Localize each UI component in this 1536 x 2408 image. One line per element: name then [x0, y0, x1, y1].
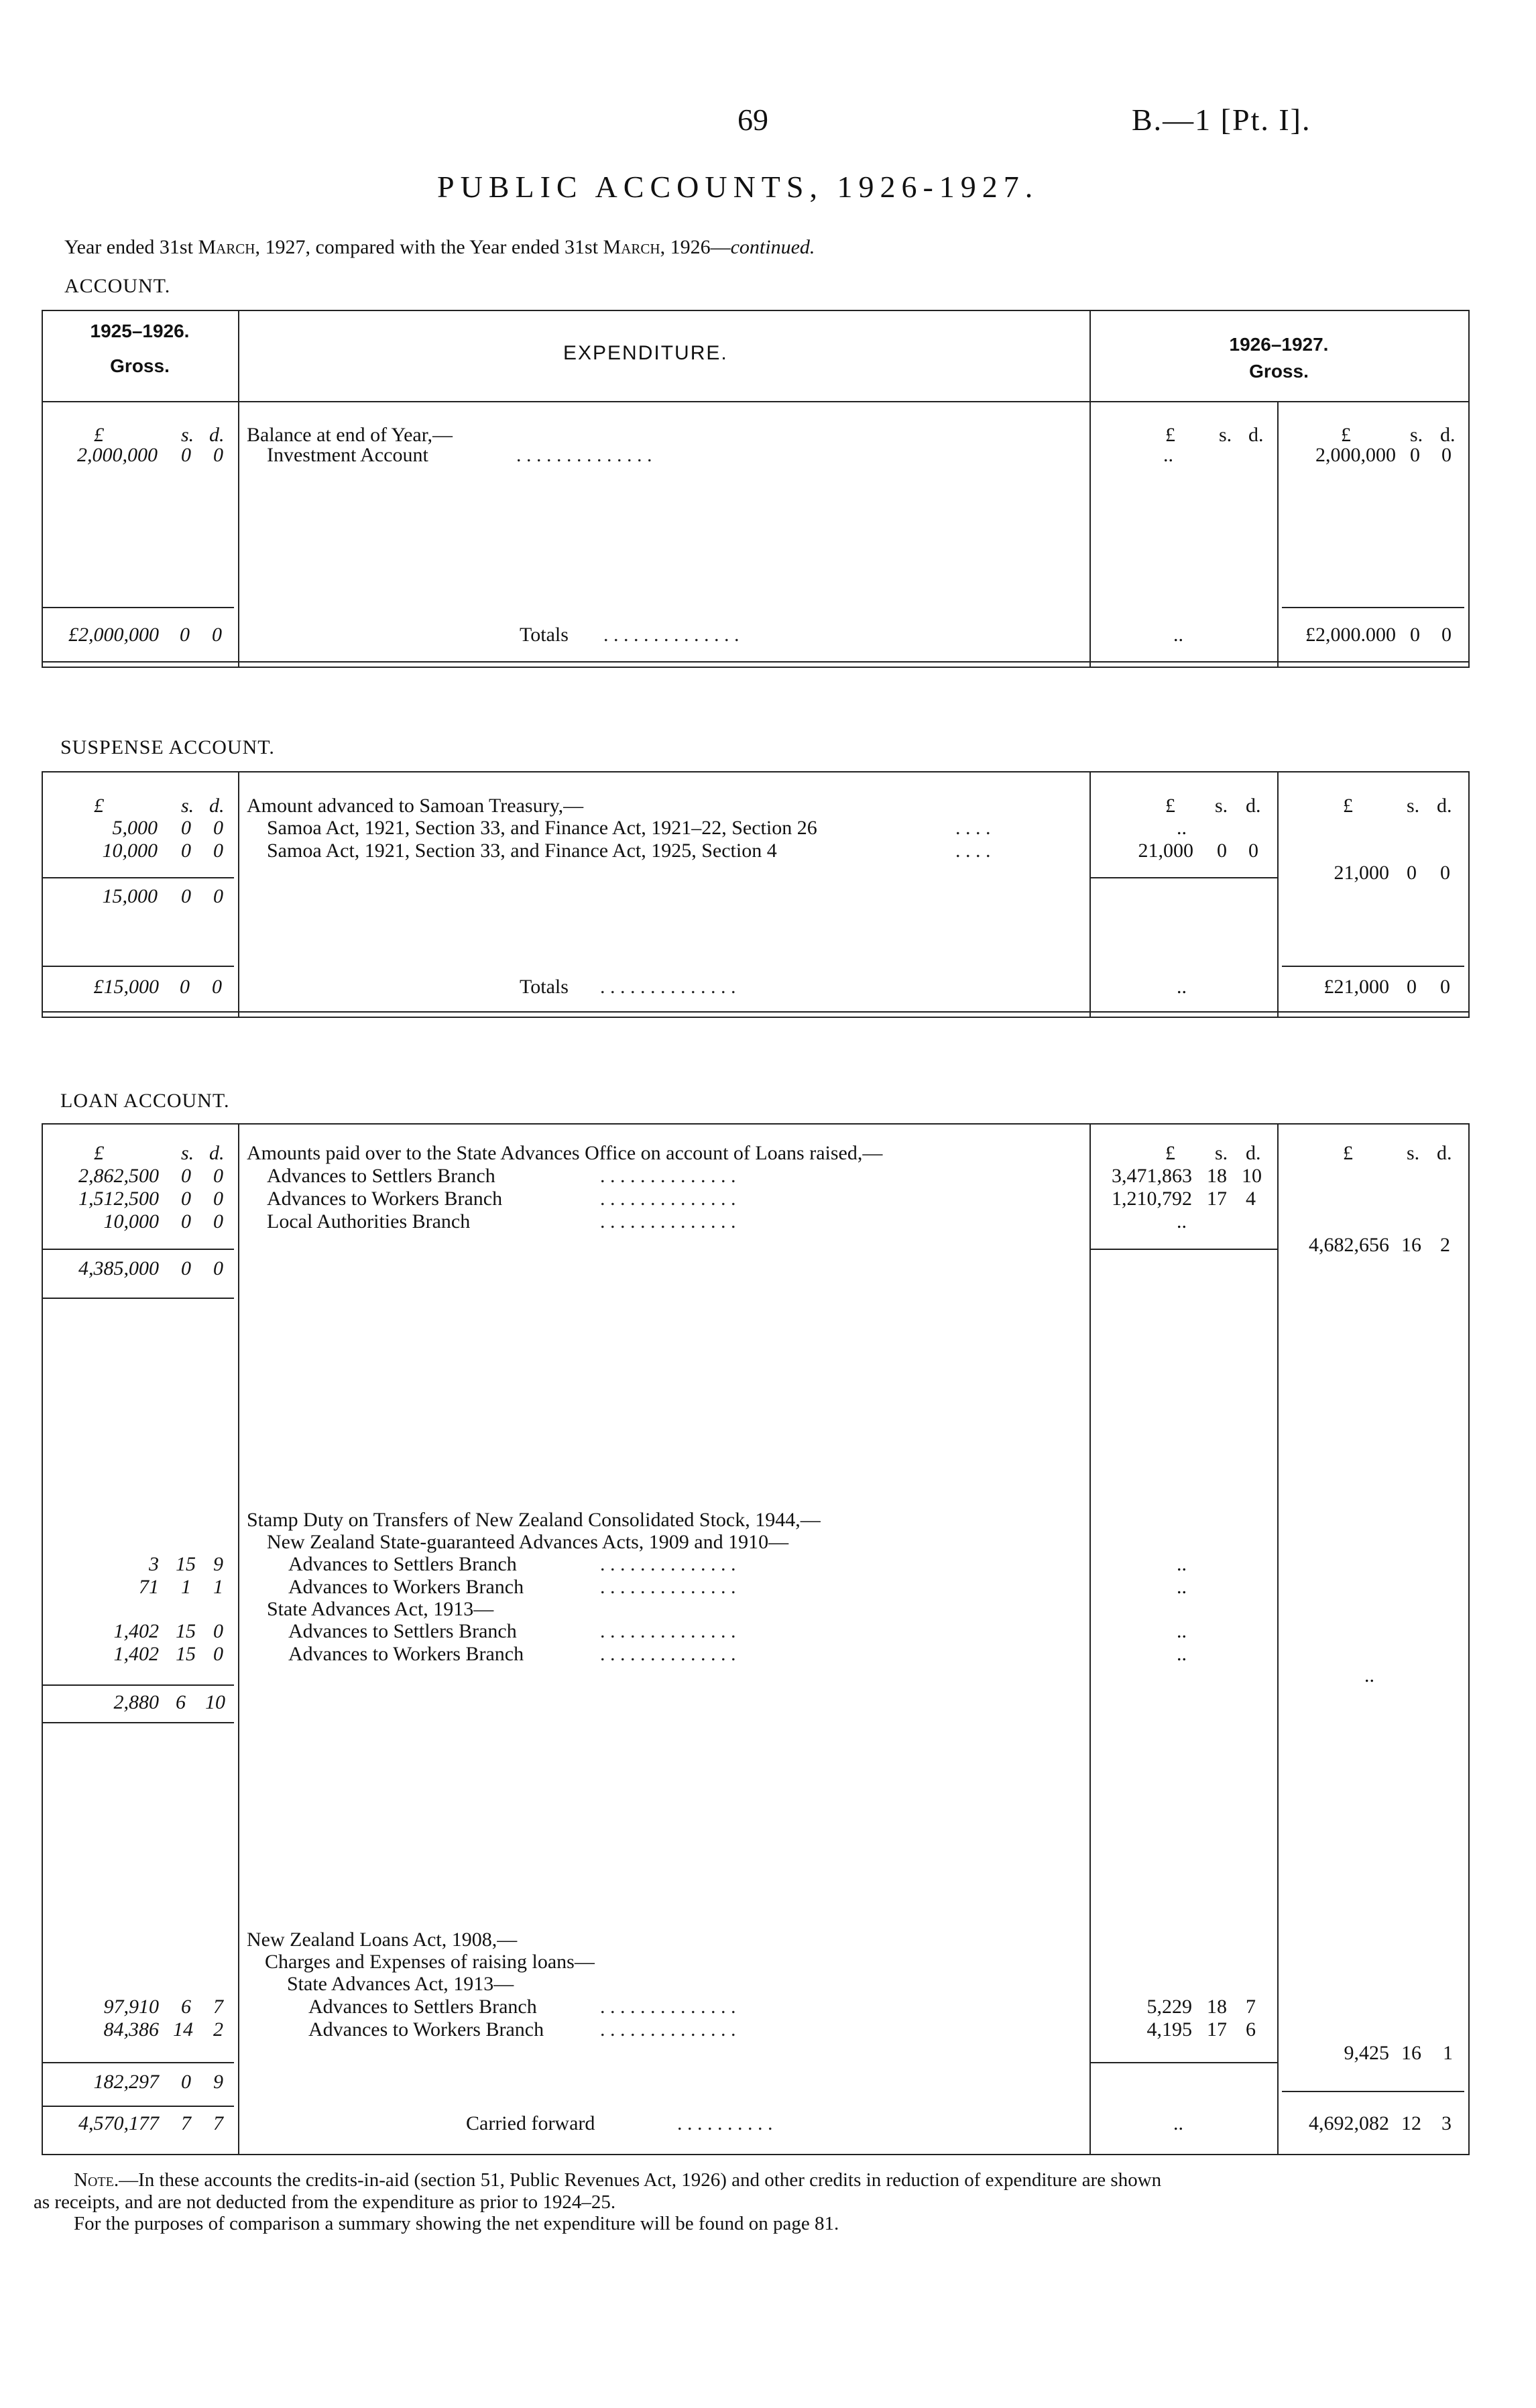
leader-dots: . . . . . . . . . . . . . .: [600, 1553, 736, 1575]
leader-dots: . . . . . . . . . . . . . .: [600, 1165, 736, 1187]
loan-heading2b: State Advances Act, 1913—: [267, 1598, 494, 1620]
row-detail: ..: [1177, 1643, 1187, 1665]
suspense-row2-prev: 10,000: [102, 840, 158, 862]
totals-prev: £2,000,000: [68, 624, 159, 646]
row-label: Advances to Workers Branch: [267, 1188, 503, 1210]
col-curr-gross: Gross.: [1249, 361, 1309, 382]
row-prev-s: 0: [181, 1210, 191, 1232]
investment-prev: 2,000,000: [77, 444, 158, 466]
unit-s: s.: [1215, 795, 1228, 817]
unit-d: d.: [1440, 424, 1456, 446]
leader-dots: . . . . . . . . . .: [677, 2112, 773, 2134]
suspense-row1-label: Samoa Act, 1921, Section 33, and Finance Act, 1921–22, Section 26: [267, 817, 817, 839]
loan-sub3-curr-s: 16: [1401, 2042, 1421, 2064]
suspense-row1-prev-s: 0: [181, 817, 191, 839]
leader-dots: . . . . . . . . . . . . . .: [600, 1643, 736, 1665]
suspense-gross-curr-d: 0: [1440, 862, 1450, 884]
loan-sub1-curr-d: 2: [1440, 1234, 1450, 1256]
row-detail: 1,210,792: [1112, 1188, 1192, 1210]
row-prev-d: 0: [213, 1210, 223, 1232]
carried-forward-label: Carried forward: [466, 2112, 595, 2134]
loan-heading3: New Zealand Loans Act, 1908,—: [247, 1929, 518, 1951]
unit-d: d.: [209, 424, 225, 446]
row-detail-s: 17: [1207, 1188, 1227, 1210]
row-prev-s: 15: [176, 1553, 196, 1575]
unit-pound: £: [94, 795, 104, 817]
suspense-row1-prev: 5,000: [112, 817, 158, 839]
row-prev-d: 0: [213, 1620, 223, 1642]
row-prev-d: 0: [213, 1165, 223, 1187]
row-prev-d: 1: [213, 1576, 223, 1598]
suspense-row2-prev-d: 0: [213, 840, 223, 862]
investment-label: Investment Account: [267, 444, 428, 466]
suspense-totals-prev-d: 0: [212, 976, 222, 998]
row-prev-s: 14: [173, 2018, 193, 2041]
suspense-title: SUSPENSE ACCOUNT.: [60, 736, 275, 758]
unit-d: d.: [1248, 424, 1264, 446]
unit-d: d.: [209, 795, 225, 817]
investment-prev-s: 0: [181, 444, 191, 466]
investment-curr: 2,000,000: [1315, 444, 1396, 466]
unit-s: s.: [1407, 795, 1420, 817]
loan-heading3b: State Advances Act, 1913—: [287, 1973, 514, 1995]
suspense-heading: Amount advanced to Samoan Treasury,—: [247, 795, 584, 817]
investment-curr-s: 0: [1410, 444, 1420, 466]
row-prev-s: 0: [181, 1165, 191, 1187]
row-prev-d: 0: [213, 1188, 223, 1210]
suspense-totals-prev-s: 0: [180, 976, 190, 998]
unit-s: s.: [181, 1142, 194, 1164]
loan-sub1-prev-d: 0: [213, 1257, 223, 1279]
leader-dots: . . . . . . . . . . . . . .: [600, 976, 736, 998]
leader-dots: . . . . . . . . . . . . . .: [600, 1620, 736, 1642]
totals-curr-s: 0: [1410, 624, 1420, 646]
investment-prev-d: 0: [213, 444, 223, 466]
unit-d: d.: [1246, 1142, 1261, 1164]
unit-pound: £: [1343, 1142, 1353, 1164]
unit-pound: £: [1165, 795, 1175, 817]
unit-pound: £: [94, 1142, 104, 1164]
totals-curr-d: 0: [1441, 624, 1452, 646]
carried-prev-d: 7: [213, 2112, 223, 2134]
row-prev-s: 1: [181, 1576, 191, 1598]
loan-sub1-prev: 4,385,000: [78, 1257, 159, 1279]
row-prev-d: 0: [213, 1643, 223, 1665]
suspense-row1-prev-d: 0: [213, 817, 223, 839]
row-prev-s: 15: [176, 1643, 196, 1665]
leader-dots: . . . .: [955, 840, 991, 862]
row-prev-d: 2: [213, 2018, 223, 2041]
totals-prev-d: 0: [212, 624, 222, 646]
row-detail-s: 17: [1207, 2018, 1227, 2041]
row-label: Advances to Settlers Branch: [288, 1620, 517, 1642]
loan-sub3-prev-d: 9: [213, 2071, 223, 2093]
row-prev: 71: [139, 1576, 159, 1598]
row-label: Local Authorities Branch: [267, 1210, 471, 1232]
loan-sub2-prev-d: 10: [205, 1691, 225, 1713]
row-detail: ..: [1177, 1620, 1187, 1642]
unit-s: s.: [1407, 1142, 1420, 1164]
investment-curr-d: 0: [1441, 444, 1452, 466]
row-detail-s: 18: [1207, 1996, 1227, 2018]
suspense-row2-detail-d: 0: [1248, 840, 1258, 862]
leader-dots: . . . .: [955, 817, 991, 839]
loan-sub3-prev: 182,297: [93, 2071, 159, 2093]
unit-s: s.: [181, 795, 194, 817]
leader-dots: . . . . . . . . . . . . . .: [516, 444, 652, 466]
suspense-row2-detail: 21,000: [1138, 840, 1193, 862]
leader-dots: . . . . . . . . . . . . . .: [600, 1188, 736, 1210]
loan-sub1-curr-s: 16: [1401, 1234, 1421, 1256]
loan-sub2-curr: ..: [1364, 1664, 1374, 1686]
row-prev: 2,862,500: [78, 1165, 159, 1187]
row-detail-d: 7: [1246, 1996, 1256, 2018]
account-title: ACCOUNT.: [64, 275, 171, 297]
row-prev-s: 15: [176, 1620, 196, 1642]
unit-d: d.: [1246, 795, 1261, 817]
suspense-totals-detail: ..: [1177, 976, 1187, 998]
carried-curr-s: 12: [1401, 2112, 1421, 2134]
loan-sub1-prev-s: 0: [181, 1257, 191, 1279]
note-line-2: as receipts, and are not deducted from the expenditure as prior to 1924–25.: [34, 2191, 616, 2213]
row-prev: 10,000: [103, 1210, 159, 1232]
document-reference: B.—1 [Pt. I].: [1132, 103, 1311, 137]
suspense-row1-detail: ..: [1177, 817, 1187, 839]
col-expenditure: EXPENDITURE.: [563, 342, 728, 364]
unit-s: s.: [181, 424, 194, 446]
loan-heading3a: Charges and Expenses of raising loans—: [265, 1951, 595, 1973]
loan-heading2: Stamp Duty on Transfers of New Zealand Consolidated Stock, 1944,—: [247, 1509, 821, 1531]
row-detail: 4,195: [1146, 2018, 1192, 2041]
balance-heading: Balance at end of Year,—: [247, 424, 453, 446]
suspense-subtotal-prev: 15,000: [102, 885, 158, 907]
row-detail: ..: [1177, 1210, 1187, 1232]
row-detail-s: 18: [1207, 1165, 1227, 1187]
row-detail-d: 10: [1242, 1165, 1262, 1187]
row-label: Advances to Settlers Branch: [288, 1553, 517, 1575]
suspense-totals-curr-s: 0: [1407, 976, 1417, 998]
row-label: Advances to Workers Branch: [308, 2018, 544, 2041]
row-prev: 1,512,500: [78, 1188, 159, 1210]
leader-dots: . . . . . . . . . . . . . .: [603, 624, 740, 646]
loan-sub3-curr-d: 1: [1443, 2042, 1453, 2064]
row-prev: 1,402: [113, 1643, 159, 1665]
unit-s: s.: [1215, 1142, 1228, 1164]
note-line-1: Note.—In these accounts the credits-in-aid (section 51, Public Revenues Act, 1926) and other credits in reduction of expenditure are shown: [74, 2169, 1162, 2191]
loan-heading2a: New Zealand State-guaranteed Advances Acts, 1909 and 1910—: [267, 1531, 789, 1553]
leader-dots: . . . . . . . . . . . . . .: [600, 2018, 736, 2041]
col-curr-year: 1926–1927.: [1229, 334, 1329, 355]
col-prev-gross: Gross.: [110, 355, 170, 376]
totals-label: Totals: [520, 624, 569, 646]
row-label: Advances to Settlers Branch: [308, 1996, 537, 2018]
totals-prev-s: 0: [180, 624, 190, 646]
unit-pound: £: [1165, 1142, 1175, 1164]
suspense-totals-curr-d: 0: [1440, 976, 1450, 998]
carried-prev-s: 7: [181, 2112, 191, 2134]
suspense-totals-prev: £15,000: [93, 976, 159, 998]
row-prev: 1,402: [113, 1620, 159, 1642]
totals-detail: ..: [1173, 624, 1183, 646]
investment-detail: ..: [1163, 444, 1173, 466]
loan-title: LOAN ACCOUNT.: [60, 1090, 230, 1112]
loan-sub2-prev-s: 6: [176, 1691, 186, 1713]
row-label: Advances to Workers Branch: [288, 1643, 524, 1665]
row-prev: 97,910: [103, 1996, 159, 2018]
loan-sub1-curr: 4,682,656: [1309, 1234, 1389, 1256]
row-detail: ..: [1177, 1553, 1187, 1575]
totals-label: Totals: [520, 976, 569, 998]
unit-s: s.: [1219, 424, 1232, 446]
row-prev: 84,386: [103, 2018, 159, 2041]
unit-pound: £: [1343, 795, 1353, 817]
suspense-gross-curr: 21,000: [1334, 862, 1389, 884]
row-label: Advances to Workers Branch: [288, 1576, 524, 1598]
carried-curr-d: 3: [1441, 2112, 1452, 2134]
loan-sub2-prev: 2,880: [113, 1691, 159, 1713]
row-prev-s: 0: [181, 1188, 191, 1210]
totals-curr: £2,000.000: [1305, 624, 1396, 646]
unit-d: d.: [209, 1142, 225, 1164]
carried-detail: ..: [1173, 2112, 1183, 2134]
unit-pound: £: [1165, 424, 1175, 446]
row-label: Advances to Settlers Branch: [267, 1165, 495, 1187]
row-detail: 5,229: [1146, 1996, 1192, 2018]
row-prev-s: 6: [181, 1996, 191, 2018]
row-detail: ..: [1177, 1576, 1187, 1598]
suspense-subtotal-prev-s: 0: [181, 885, 191, 907]
leader-dots: . . . . . . . . . . . . . .: [600, 1576, 736, 1598]
unit-pound: £: [94, 424, 104, 446]
unit-pound: £: [1341, 424, 1351, 446]
row-detail: 3,471,863: [1112, 1165, 1192, 1187]
page-subtitle: Year ended 31st March, 1927, compared with the Year ended 31st March, 1926—continued.: [64, 236, 815, 258]
suspense-row2-prev-s: 0: [181, 840, 191, 862]
unit-d: d.: [1437, 1142, 1452, 1164]
loan-sub3-curr: 9,425: [1344, 2042, 1389, 2064]
row-detail-d: 6: [1246, 2018, 1256, 2041]
note-line-3: For the purposes of comparison a summary showing the net expenditure will be found on page 81.: [74, 2213, 839, 2234]
page-number: 69: [737, 103, 768, 137]
leader-dots: . . . . . . . . . . . . . .: [600, 1996, 736, 2018]
loan-heading1: Amounts paid over to the State Advances Office on account of Loans raised,—: [247, 1142, 883, 1164]
suspense-totals-curr: £21,000: [1323, 976, 1389, 998]
row-prev: 3: [149, 1553, 159, 1575]
suspense-subtotal-prev-d: 0: [213, 885, 223, 907]
suspense-row2-detail-s: 0: [1217, 840, 1227, 862]
row-detail-d: 4: [1246, 1188, 1256, 1210]
unit-s: s.: [1410, 424, 1423, 446]
row-prev-d: 9: [213, 1553, 223, 1575]
loan-sub3-prev-s: 0: [181, 2071, 191, 2093]
col-prev-year: 1925–1926.: [90, 321, 190, 341]
carried-prev: 4,570,177: [78, 2112, 159, 2134]
carried-curr: 4,692,082: [1309, 2112, 1389, 2134]
suspense-gross-curr-s: 0: [1407, 862, 1417, 884]
unit-d: d.: [1437, 795, 1452, 817]
leader-dots: . . . . . . . . . . . . . .: [600, 1210, 736, 1232]
page-title: PUBLIC ACCOUNTS, 1926-1927.: [437, 170, 1039, 204]
suspense-row2-label: Samoa Act, 1921, Section 33, and Finance Act, 1925, Section 4: [267, 840, 777, 862]
row-prev-d: 7: [213, 1996, 223, 2018]
